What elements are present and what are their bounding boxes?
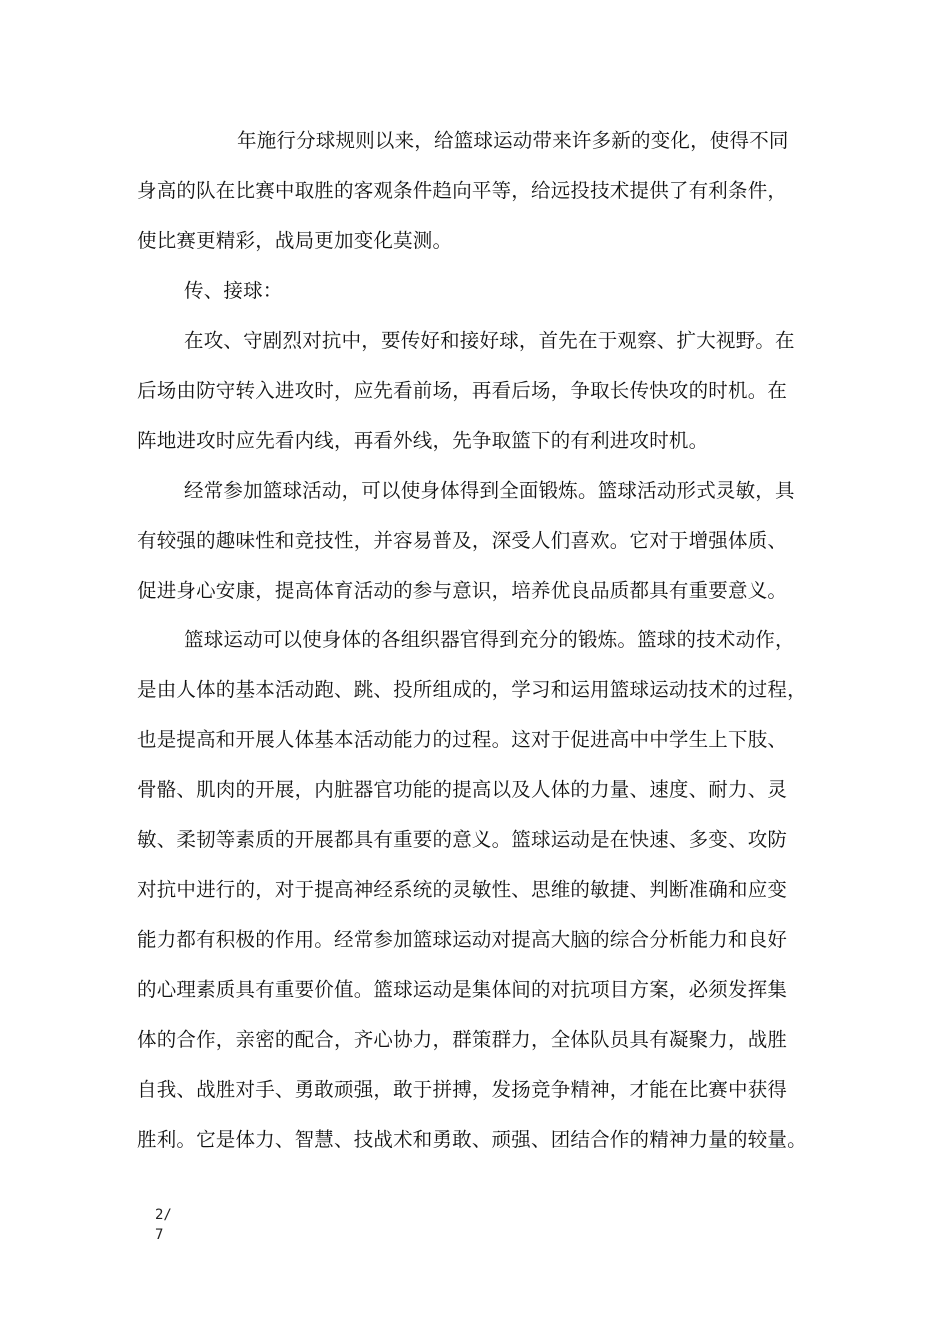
- text-line: 自我、战胜对手、勇敢顽强，敢于拼搏，发扬竞争精神，才能在比赛中获得: [137, 1078, 788, 1101]
- text-line: 有较强的趣味性和竞技性，并容易普及，深受人们喜欢。它对于增强体质、: [137, 529, 788, 552]
- page-number: [155, 1205, 172, 1245]
- page-number-line: 7: [155, 1227, 164, 1243]
- text-line: 篮球运动可以使身体的各组织器官得到充分的锻炼。篮球的技术动作，: [184, 628, 795, 651]
- text-line: 对抗中进行的，对于提高神经系统的灵敏性、思维的敏捷、判断准确和应变: [137, 878, 788, 901]
- paragraph-rule-changes: [137, 125, 827, 275]
- paragraph-physical-development: [137, 624, 827, 1174]
- text-line: 骨骼、肌肉的开展，内脏器官功能的提高以及人体的力量、速度、耐力、灵: [137, 778, 788, 801]
- text-line: 体的合作，亲密的配合，齐心协力，群策群力，全体队员具有凝聚力，战胜: [137, 1028, 788, 1051]
- page-number-line: 2/: [155, 1207, 172, 1223]
- text-line: 也是提高和开展人体基本活动能力的过程。这对于促进高中中学生上下肢、: [137, 728, 788, 751]
- text-line: 促进身心安康，提高体育活动的参与意识，培养优良品质都具有重要意义。: [137, 579, 788, 602]
- text-line: 年施行分球规则以来，给篮球运动带来许多新的变化，使得不同: [237, 129, 789, 152]
- text-line: 敏、柔韧等素质的开展都具有重要的意义。篮球运动是在快速、多变、攻防: [137, 828, 788, 851]
- paragraph-benefits: [137, 475, 827, 625]
- text-line: 在攻、守剧烈对抗中，要传好和接好球，首先在于观察、扩大视野。在: [184, 329, 795, 352]
- text-line: 传、接球：: [184, 279, 283, 302]
- text-line: 是由人体的基本活动跑、跳、投所组成的，学习和运用篮球运动技术的过程，: [137, 678, 807, 701]
- text-line: 能力都有积极的作用。经常参加篮球运动对提高大脑的综合分析能力和良好: [137, 928, 788, 951]
- text-line: 经常参加篮球活动，可以使身体得到全面锻炼。篮球活动形式灵敏，具: [184, 479, 795, 502]
- text-line: 的心理素质具有重要价值。篮球运动是集体间的对抗项目方案，必须发挥集: [137, 978, 788, 1001]
- text-line: 身高的队在比赛中取胜的客观条件趋向平等，给远投技术提供了有利条件，: [137, 179, 788, 202]
- text-line: 使比赛更精彩，战局更加变化莫测。: [137, 229, 453, 252]
- paragraph-passing: [137, 325, 827, 475]
- section-heading-passing: [137, 275, 827, 325]
- text-line: 阵地进攻时应先看内线，再看外线，先争取篮下的有利进攻时机。: [137, 429, 709, 452]
- text-line: 后场由防守转入进攻时，应先看前场，再看后场，争取长传快攻的时机。在: [137, 379, 788, 402]
- text-line: 胜利。它是体力、智慧、技战术和勇敢、顽强、团结合作的精神力量的较量。: [137, 1128, 807, 1151]
